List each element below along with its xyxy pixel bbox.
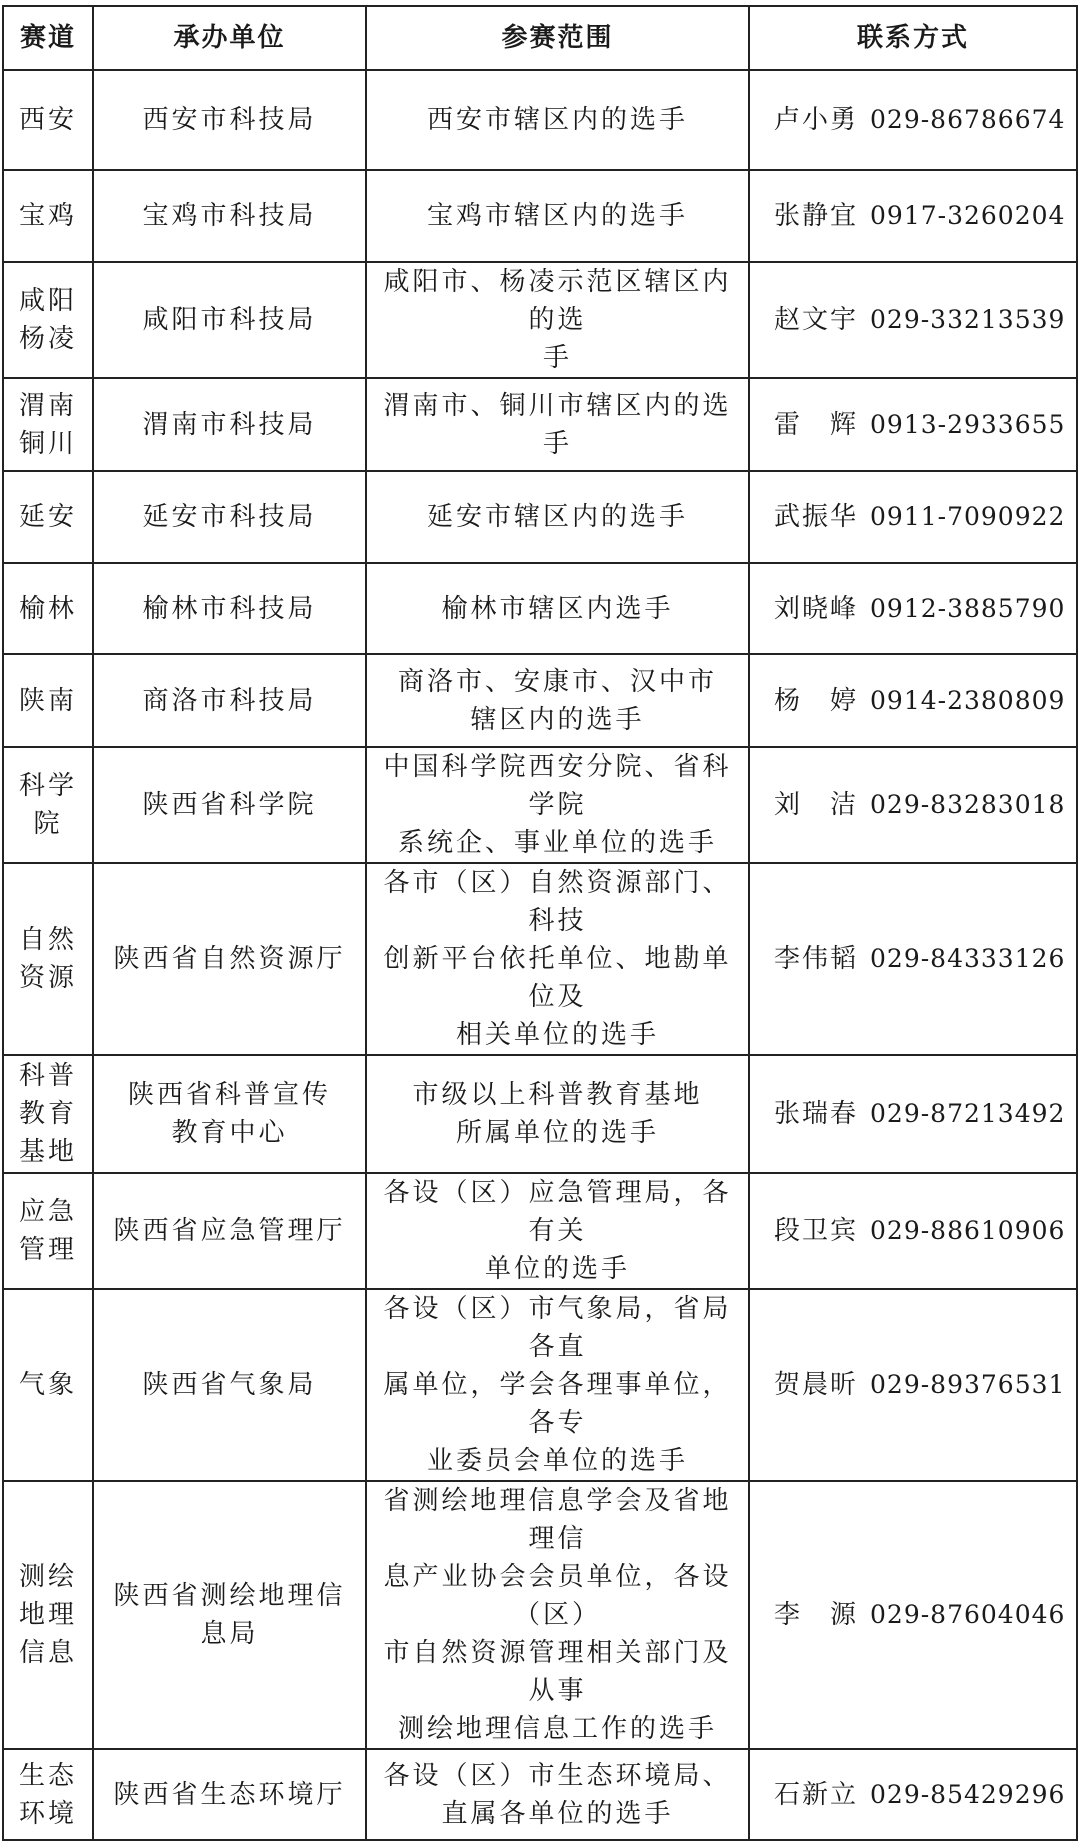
contact-cell: [749, 1481, 1077, 1749]
contact-name: 贺晨昕: [774, 1370, 859, 1400]
scope-cell: 延安市辖区内的选手: [366, 471, 749, 563]
contact-cell: [749, 471, 1077, 563]
organizer-cell: 西安市科技局: [93, 70, 366, 170]
contact-name: 张瑞春: [774, 1099, 859, 1129]
organizer-cell: 陕西省科学院: [93, 747, 366, 863]
contact-name: 雷 辉: [774, 409, 859, 440]
track-cell: 延安: [3, 471, 93, 563]
table-row: [3, 1173, 1077, 1289]
track-cell: 生态 环境: [3, 1749, 93, 1840]
table-row: [3, 378, 1077, 471]
header-organizer: 承办单位: [93, 6, 366, 70]
organizer-cell: 陕西省气象局: [93, 1289, 366, 1481]
header-contact: 联系方式: [749, 6, 1077, 70]
track-cell: 西安: [3, 70, 93, 170]
track-cell: 榆林: [3, 563, 93, 654]
scope-cell: 各市（区）自然资源部门、科技 创新平台依托单位、地勘单位及 相关单位的选手: [366, 863, 749, 1055]
table-row: [3, 563, 1077, 654]
table-row: [3, 1055, 1077, 1173]
contact-cell: [749, 863, 1077, 1055]
contact-name: 段卫宾: [774, 1216, 859, 1246]
scope-cell: 咸阳市、杨凌示范区辖区内的选 手: [366, 262, 749, 378]
contact-cell: [749, 70, 1077, 170]
organizer-cell: 陕西省应急管理厅: [93, 1173, 366, 1289]
table-row: [3, 471, 1077, 563]
organizer-cell: 陕西省生态环境厅: [93, 1749, 366, 1840]
contact-phone: 029-87213492: [870, 1099, 1066, 1128]
contact-name: 石新立: [774, 1779, 859, 1810]
organizer-cell: 陕西省自然资源厅: [93, 863, 366, 1055]
contact-phone: 0913-2933655: [870, 409, 1066, 439]
contact-name: 李 源: [774, 1600, 859, 1630]
organizer-cell: 陕西省科普宣传 教育中心: [93, 1055, 366, 1173]
organizer-cell: 陕西省测绘地理信息局: [93, 1481, 366, 1749]
scope-cell: 榆林市辖区内选手: [366, 563, 749, 654]
scope-cell: 市级以上科普教育基地 所属单位的选手: [366, 1055, 749, 1173]
contact-cell: [749, 1055, 1077, 1173]
scope-cell: 各设（区）市气象局，省局各直 属单位，学会各理事单位，各专 业委员会单位的选手: [366, 1289, 749, 1481]
organizer-cell: 榆林市科技局: [93, 563, 366, 654]
scope-cell: 西安市辖区内的选手: [366, 70, 749, 170]
track-cell: 科普 教育 基地: [3, 1055, 93, 1173]
track-cell: 陕南: [3, 654, 93, 747]
organizer-cell: 商洛市科技局: [93, 654, 366, 747]
track-cell: 应急 管理: [3, 1173, 93, 1289]
contact-name: 张静宜: [774, 201, 859, 231]
contact-cell: [749, 378, 1077, 471]
contact-name: 杨 婷: [774, 685, 859, 716]
scope-cell: 各设（区）市生态环境局、 直属各单位的选手: [366, 1749, 749, 1840]
contact-phone: 029-86786674: [870, 105, 1066, 134]
header-row: [3, 6, 1077, 70]
table-row: [3, 170, 1077, 262]
contact-cell: [749, 1173, 1077, 1289]
contact-name: 武振华: [774, 502, 859, 532]
contest-contact-table: [2, 5, 1078, 1841]
table-body: [3, 70, 1077, 1840]
contact-phone: 029-88610906: [870, 1216, 1066, 1245]
contact-cell: [749, 1749, 1077, 1840]
track-cell: 渭南 铜川: [3, 378, 93, 471]
contact-phone: 0912-3885790: [870, 593, 1066, 623]
table-row: [3, 1749, 1077, 1840]
organizer-cell: 延安市科技局: [93, 471, 366, 563]
organizer-cell: 咸阳市科技局: [93, 262, 366, 378]
contact-cell: [749, 563, 1077, 654]
table-row: [3, 1481, 1077, 1749]
table-row: [3, 1289, 1077, 1481]
table-row: [3, 262, 1077, 378]
table-row: [3, 654, 1077, 747]
contact-phone: 0917-3260204: [870, 201, 1066, 230]
contact-name: 赵文宇: [774, 305, 859, 335]
contact-cell: [749, 262, 1077, 378]
organizer-cell: 渭南市科技局: [93, 378, 366, 471]
contact-name: 卢小勇: [774, 105, 859, 135]
contact-name: 李伟韬: [774, 944, 859, 974]
table-row: [3, 747, 1077, 863]
scope-cell: 中国科学院西安分院、省科学院 系统企、事业单位的选手: [366, 747, 749, 863]
contact-phone: 029-33213539: [870, 305, 1066, 334]
header-track: 赛道: [3, 6, 93, 70]
contact-phone: 0914-2380809: [870, 685, 1066, 715]
contact-cell: [749, 170, 1077, 262]
contact-cell: [749, 1289, 1077, 1481]
organizer-cell: 宝鸡市科技局: [93, 170, 366, 262]
contact-name: 刘晓峰: [774, 593, 859, 624]
contact-cell: [749, 747, 1077, 863]
scope-cell: 宝鸡市辖区内的选手: [366, 170, 749, 262]
table-row: [3, 863, 1077, 1055]
header-scope: 参赛范围: [366, 6, 749, 70]
contact-phone: 0911-7090922: [870, 502, 1066, 531]
scope-cell: 渭南市、铜川市辖区内的选手: [366, 378, 749, 471]
track-cell: 测绘 地理 信息: [3, 1481, 93, 1749]
contact-cell: [749, 654, 1077, 747]
scope-cell: 各设（区）应急管理局，各有关 单位的选手: [366, 1173, 749, 1289]
track-cell: 科学院: [3, 747, 93, 863]
table-row: [3, 70, 1077, 170]
track-cell: 宝鸡: [3, 170, 93, 262]
contact-phone: 029-85429296: [870, 1779, 1066, 1809]
contact-phone: 029-87604046: [870, 1600, 1066, 1629]
track-cell: 自然 资源: [3, 863, 93, 1055]
scope-cell: 商洛市、安康市、汉中市 辖区内的选手: [366, 654, 749, 747]
contact-name: 刘 洁: [774, 790, 859, 820]
scope-cell: 省测绘地理信息学会及省地理信 息产业协会会员单位，各设（区） 市自然资源管理相关部门及从事 测绘地理信息工作的选手: [366, 1481, 749, 1749]
contact-phone: 029-84333126: [870, 944, 1066, 973]
contact-phone: 029-83283018: [870, 790, 1066, 819]
contact-phone: 029-89376531: [870, 1370, 1066, 1399]
track-cell: 气象: [3, 1289, 93, 1481]
track-cell: 咸阳 杨凌: [3, 262, 93, 378]
